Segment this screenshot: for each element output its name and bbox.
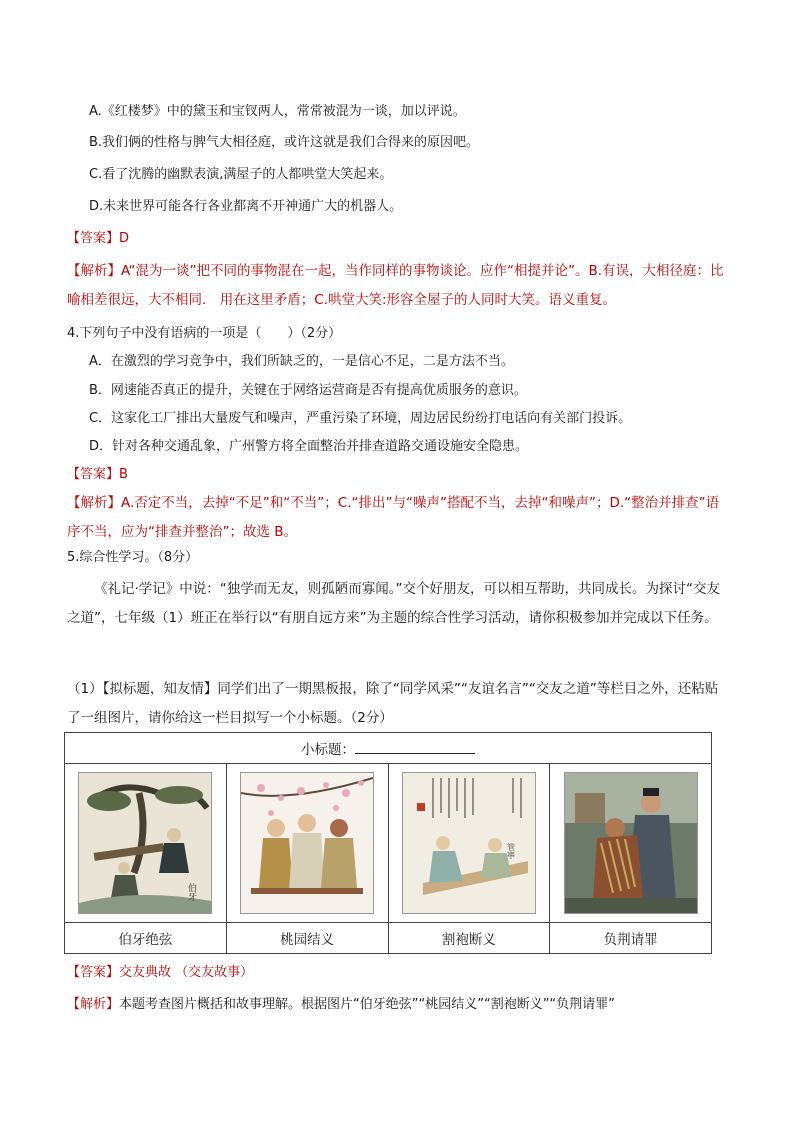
q3-answer	[67, 230, 129, 248]
answer-value: D	[119, 231, 130, 246]
title-blank	[355, 739, 475, 754]
explanation-text: 本题考查图片概括和故事理解。根据图片“伯牙绝弦”“桃园结义”“割袍断义”“负荆请罪”	[119, 997, 615, 1012]
taoyuan-jieyi-picture	[240, 772, 374, 914]
q4-option-c: C．这家化工厂排出大量废气和噪声，严重污染了环境，周边居民纷纷打电话向有关部门投诉。	[89, 411, 632, 426]
caption-boya: 伯牙绝弦	[65, 923, 227, 954]
caption-gepao: 割袍断义	[388, 923, 550, 954]
answer-tag: 【答案】	[67, 231, 120, 246]
fujing-qingzui-picture	[564, 772, 698, 914]
caption-fujing: 负荆请罪	[550, 923, 712, 954]
q4-option-a: A．在激烈的学习竞争中，我们所缺乏的，一是信心不足，二是方法不当。	[89, 354, 514, 369]
q5-intro: 《礼记·学记》中说：“独学而无友，则孤陋而寡闻。”交个好朋友，可以相互帮助，共同成长。为探讨“交友之道”，七年级（1）班正在举行以“有朋自远方来”为主题的综合性学习活动，请你积极参加并完成以下任务。	[67, 581, 721, 626]
q5-subquestion-1: （1）【拟标题，知友情】同学们出了一期黑板报，除了“同学风采”“友谊名言”“交友之道”等栏目之外，还粘贴了一组图片，请你给这一栏目拟写一个小标题。（2分）	[67, 681, 719, 726]
explanation-text: A“混为一谈”把不同的事物混在一起，当作同样的事物谈论。应作“相提并论”。B.有误，大相径庭：比喻相差很远，大不相同． 用在这里矛盾；C.哄堂大笑:形容全屋子的人同时大笑。语义重复。	[67, 263, 724, 308]
q4-stem: 4.下列句子中没有语病的一项是（ ）（2分）	[67, 326, 342, 341]
picture-cell-gepao	[388, 764, 550, 923]
explanation-tag: 【解析】	[67, 263, 121, 279]
boya-juexian-picture	[78, 772, 212, 914]
explanation-tag: 【解析】	[67, 997, 120, 1012]
q3-option-d: D.未来世界可能各行各业都离不开神通广大的机器人。	[89, 199, 403, 214]
q4-explanation	[67, 489, 727, 547]
q3-option-c: C.看了沈腾的幽默表演,满屋子的人都哄堂大笑起来。	[89, 167, 393, 182]
q3-option-a: A.《红楼梦》中的黛玉和宝钗两人，常常被混为一谈，加以评说。	[89, 104, 466, 119]
answer-tag: 【答案】	[67, 965, 120, 980]
answer-tag: 【答案】	[67, 467, 120, 482]
q3-option-b: B.我们俩的性格与脾气大相径庭，或许这就是我们合得来的原因吧。	[89, 135, 480, 150]
q4-option-b: B．网速能否真正的提升，关键在于网络运营商是否有提高优质服务的意识。	[89, 383, 527, 398]
picture-cell-taoyuan	[226, 764, 388, 923]
explanation-text: A.否定不当，去掉“不足”和“不当”；C.“排出”与“噪声”搭配不当，去掉“和噪声”；D.“整治并排查”语序不当，应为“排查并整治”；故选 B。	[67, 495, 720, 540]
q5-stem: 5.综合性学习。（8分）	[67, 550, 199, 565]
q4-option-d: D．针对各种交通乱象，广州警方将全面整治并排查道路交通设施安全隐患。	[89, 439, 529, 454]
gepao-duanyi-picture	[402, 772, 536, 914]
picture-cell-boya	[65, 764, 227, 923]
answer-value: 交友典故 （交友故事）	[119, 965, 254, 980]
table-title-label: 小标题：	[301, 742, 355, 758]
answer-value: B	[119, 467, 128, 482]
svg-text:管寧: 管寧	[506, 843, 516, 859]
q3-explanation	[67, 257, 727, 315]
table-title-cell	[65, 733, 712, 764]
q5-explanation	[67, 996, 615, 1014]
explanation-tag: 【解析】	[67, 495, 121, 511]
picture-cell-fujing	[550, 764, 712, 923]
q4-answer	[67, 466, 128, 484]
caption-taoyuan: 桃园结义	[226, 923, 388, 954]
svg-text:伯牙: 伯牙	[186, 883, 197, 901]
picture-table	[64, 732, 712, 954]
q5-answer	[67, 964, 253, 982]
